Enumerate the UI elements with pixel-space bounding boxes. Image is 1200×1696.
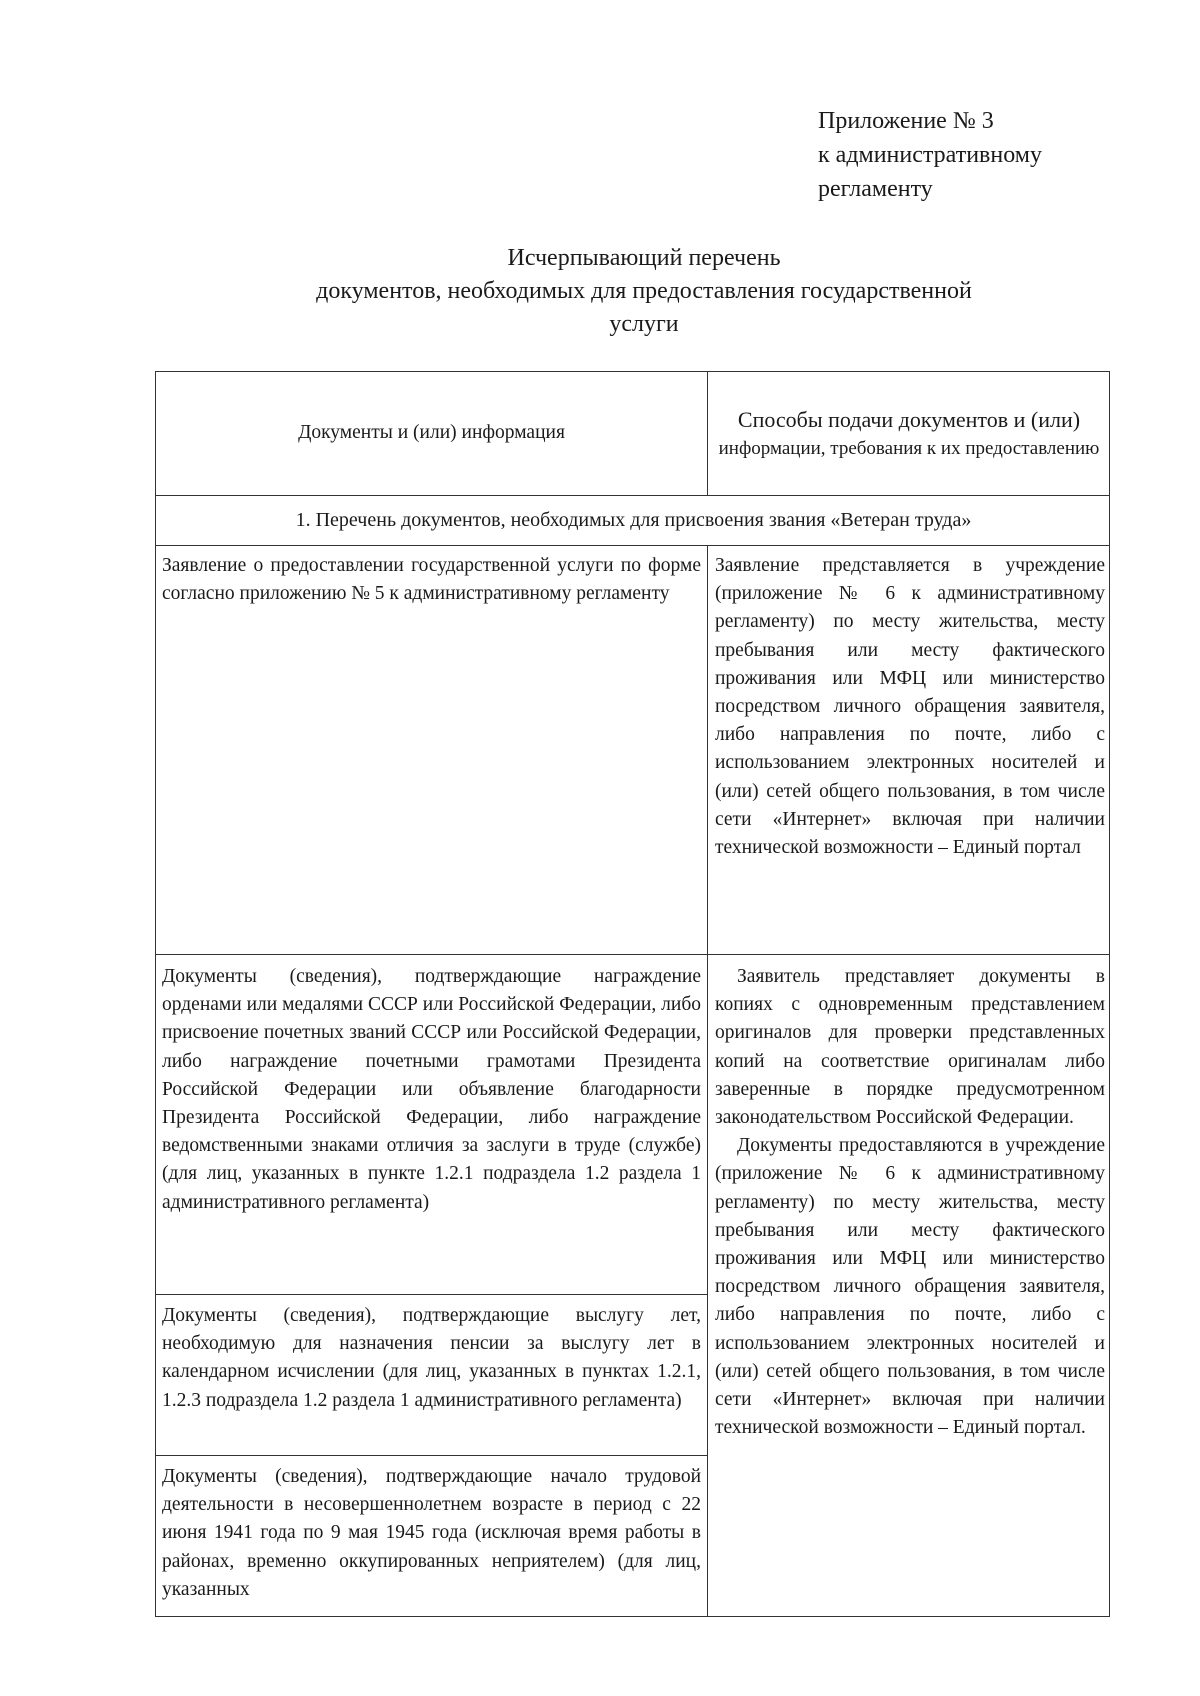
title-line: документов, необходимых для предоставления государственной (316, 278, 972, 304)
row1-submission: Заявление представляется в учреждение (приложение № 6 к административному регламенту) по месту жительства, месту пребывания или месту фактического проживания или МФЦ или министерство посредством личного обращения заявителя, либо направления по почте, либо с использованием электронных носителей и (или) сетей общего пользования, в том числе сети «Интернет» включая при наличии технической возможности – Единый портал (715, 555, 1105, 859)
section-heading-text: 1. Перечень документов, необходимых для присвоения звания «Ветеран труда» (295, 508, 972, 531)
row-divider (156, 1455, 707, 1456)
appendix-line: регламенту (818, 176, 933, 202)
header-submission-line2: информации, требования к их предоставлению (718, 438, 1100, 459)
row-divider (156, 954, 1109, 955)
documents-table (155, 371, 1110, 1617)
header-submission-line1: Способы подачи документов и (или) (737, 407, 1081, 432)
title-line: услуги (609, 311, 679, 337)
merged-submission-para2: Документы предоставляются в учреждение (приложение № 6 к административному регламенту) по месту жительства, месту пребывания или месту фактического проживания или МФЦ или министерство посредством личного обращения заявителя, либо направления по почте, либо с использованием электронных носителей и (или) сетей общего пользования, в том числе сети «Интернет» включая при наличии технической возможности – Единый портал. (715, 1135, 1105, 1439)
document-title (150, 242, 1138, 341)
header-documents-label: Документы и (или) информация (298, 422, 565, 444)
appendix-line: к административному (818, 142, 1042, 168)
row4-document: Документы (сведения), подтверждающие начало трудовой деятельности в несовершеннолетнем возрасте в период с 22 июня 1941 года по 9 мая 1945 года (исключая время работы в районах, временно оккупированных неприятелем) (для лиц, указанных (162, 1466, 701, 1600)
header-submission-methods (707, 372, 1111, 495)
merged-submission-para1: Заявитель представляет документы в копиях с одновременным представлением оригиналов для проверки представленных копий на соответствие оригиналам либо заверенные в порядке предусмотренном законодательством Российской Федерации. (715, 966, 1105, 1129)
merged-submission (713, 963, 1107, 1442)
title-line: Исчерпывающий перечень (507, 245, 781, 271)
column-divider (707, 545, 708, 1616)
row-divider (156, 545, 1109, 546)
row3-document: Документы (сведения), подтверждающие выслугу лет, необходимую для назначения пенсии за выслугу лет в календарном исчислении (для лиц, указанных в пунктах 1.2.1, 1.2.3 подраздела 1.2 раздела 1 административного регламента) (162, 1305, 701, 1411)
appendix-line: Приложение № 3 (818, 108, 994, 134)
header-documents (156, 372, 707, 495)
row2-document: Документы (сведения), подтверждающие награждение орденами или медалями СССР или Российской Федерации, либо присвоение почетных званий СССР или Российской Федерации, либо награждение почетными грамотами Президента Российской Федерации или объявление благодарности Президента Российской Федерации, либо награждение ведомственными знаками отличия за заслуги в труде (службе) (для лиц, указанных в пункте 1.2.1 подраздела 1.2 раздела 1 административного регламента) (162, 966, 701, 1213)
row-divider (156, 1294, 707, 1295)
row1-document: Заявление о предоставлении государственной услуги по форме согласно приложению № 5 к административному регламенту (162, 555, 701, 605)
section-heading (156, 495, 1111, 545)
appendix-note (818, 104, 1148, 206)
